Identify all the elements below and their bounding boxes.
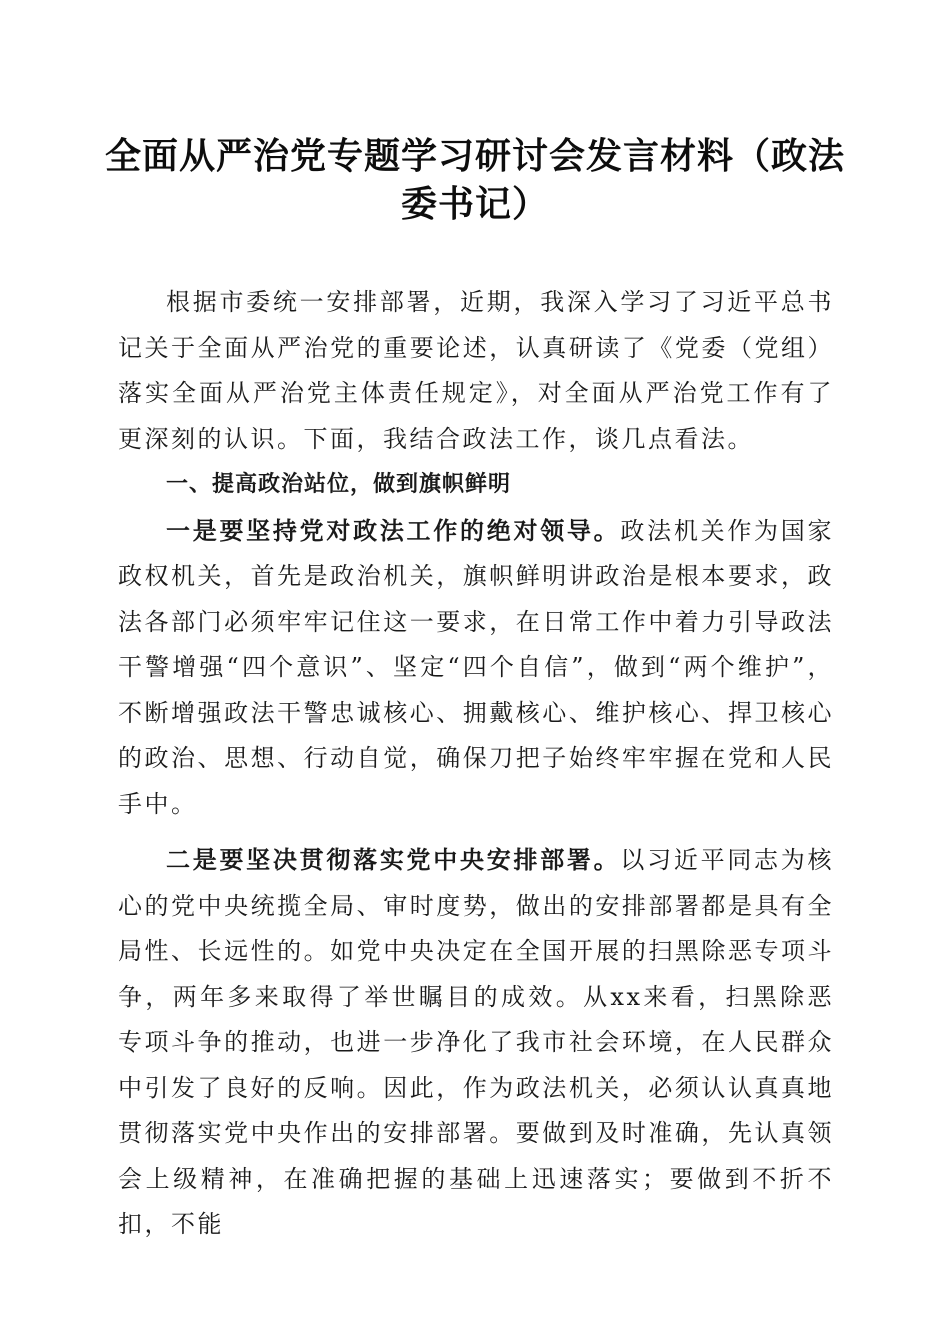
title-line-2: 委书记） [400, 183, 549, 225]
document-title [100, 132, 850, 228]
intro-paragraph: 根据市委统一安排部署，近期，我深入学习了习近平总书记关于全面从严治党的重要论述，认真研读了《党委（党组）落实全面从严治党主体责任规定》，对全面从严治党工作有了更深刻的认识。下面，我结合政法工作，谈几点看法。 [118, 288, 834, 453]
title-line-1: 全面从严治党专题学习研讨会发言材料（政法 [104, 135, 845, 177]
document-body [118, 280, 834, 1248]
section-1-heading: 一、提高政治站位，做到旗帜鲜明 [166, 472, 512, 497]
point-1-body: 政法机关作为国家政权机关，首先是政治机关，旗帜鲜明讲政治是根本要求，政法各部门必须牢牢记住这一要求，在日常工作中着力引导政法干警增强“四个意识”、坚定“四个自信”，做到“两个维护”，不断增强政法干警忠诚核心、拥戴核心、维护核心、捍卫核心的政治、思想、行动自觉，确保刀把子始终牢牢握在党和人民手中。 [118, 516, 835, 818]
point-2-lead: 二是要坚决贯彻落实党中央安排部署。 [166, 845, 621, 874]
point-1-lead: 一是要坚持党对政法工作的绝对领导。 [166, 515, 621, 545]
point-2-body: 以习近平同志为核心的党中央统揽全局、审时度势，做出的安排部署都是具有全局性、长远性的。如党中央决定在全国开展的扫黑除恶专项斗争，两年多来取得了举世瞩目的成效。从xx来看，扫黑除恶专项斗争的推动，也进一步净化了我市社会环境，在人民群众中引发了良好的反响。因此，作为政法机关，必须认认真真地贯彻落实党中央作出的安排部署。要做到及时准确，先认真领会上级精神，在准确把握的基础上迅速落实；要做到不折不扣，不能 [118, 846, 835, 1238]
point-1-paragraph [118, 508, 834, 828]
point-2-paragraph [118, 837, 834, 1248]
